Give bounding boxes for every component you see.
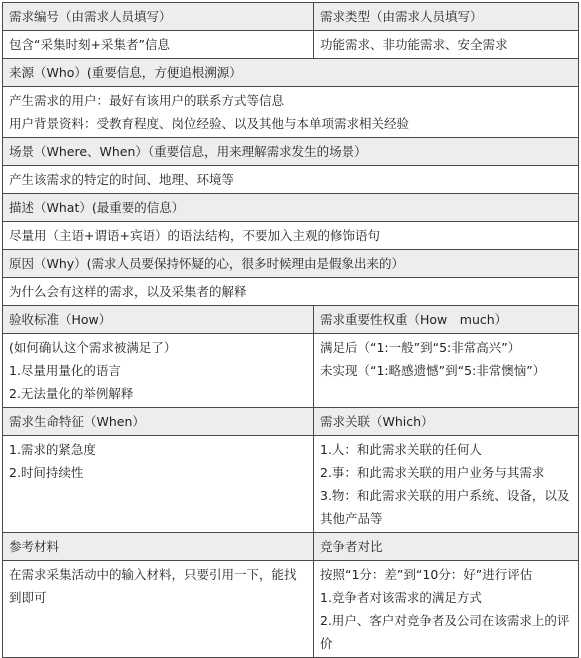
table-row	[3, 87, 579, 138]
competitor-line: 1.竞争者对该需求的满足方式	[320, 590, 482, 605]
importance-cell	[314, 334, 579, 408]
description-header: 描述（What）(最重要的信息）	[3, 194, 579, 222]
source-cell	[3, 87, 579, 138]
reference-cell: 在需求采集活动中的输入材料，只要引用一下，能找到即可	[3, 561, 314, 658]
table-row	[3, 561, 579, 658]
reason-header: 原因（Why）(需求人员要保持怀疑的心，很多时候理由是假象出来的）	[3, 250, 579, 278]
table-row	[3, 334, 579, 408]
lifecycle-line: 1.需求的紧急度	[9, 442, 96, 457]
competitor-scale-line: 按照“1分：差”到“10分：好”进行评估	[320, 567, 533, 582]
relation-cell	[314, 436, 579, 533]
competitor-line: 2.用户、客户对竞争者及公司在该需求上的评价	[320, 613, 570, 651]
table-row	[3, 222, 579, 250]
requirement-template-table	[2, 2, 579, 658]
lifecycle-header: 需求生命特征（When）	[3, 408, 314, 436]
table-row	[3, 250, 579, 278]
lifecycle-line: 2.时间持续性	[9, 465, 84, 480]
acceptance-line: 2.无法量化的举例解释	[9, 386, 134, 401]
acceptance-cell	[3, 334, 314, 408]
table-row	[3, 59, 579, 87]
source-user-line: 产生需求的用户：最好有该用户的联系方式等信息	[9, 93, 285, 108]
competitor-header: 竞争者对比	[314, 533, 579, 561]
requirement-type-cell: 功能需求、非功能需求、安全需求	[314, 31, 579, 59]
acceptance-line: (如何确认这个需求被满足了）	[9, 340, 177, 355]
requirement-type-header: 需求类型（由需求人员填写）	[314, 3, 579, 31]
table-row	[3, 31, 579, 59]
relation-line: 2.事：和此需求关联的用户业务与其需求	[320, 465, 545, 480]
table-row	[3, 436, 579, 533]
reason-cell: 为什么会有这样的需求，以及采集者的解释	[3, 278, 579, 306]
acceptance-header: 验收标准（How）	[3, 306, 314, 334]
relation-header: 需求关联（Which）	[314, 408, 579, 436]
table-row	[3, 278, 579, 306]
relation-line: 3.物：和此需求关联的用户系统、设备，以及其他产品等	[320, 488, 570, 526]
requirement-id-cell: 包含“采集时刻+采集者”信息	[3, 31, 314, 59]
acceptance-line: 1.尽量用量化的语言	[9, 363, 121, 378]
scene-cell: 产生该需求的特定的时间、地理、环境等	[3, 166, 579, 194]
reference-header: 参考材料	[3, 533, 314, 561]
table-row	[3, 408, 579, 436]
importance-satisfied-line: 满足后（“1:一般”到“5:非常高兴”）	[320, 340, 521, 355]
table-row	[3, 3, 579, 31]
table-row	[3, 306, 579, 334]
competitor-cell	[314, 561, 579, 658]
table-row	[3, 533, 579, 561]
source-header: 来源（Who）(重要信息，方便追根溯源）	[3, 59, 579, 87]
relation-line: 1.人：和此需求关联的任何人	[320, 442, 482, 457]
lifecycle-cell	[3, 436, 314, 533]
table-row	[3, 166, 579, 194]
importance-unsatisfied-line: 未实现（“1:略感遗憾”到“5:非常懊恼”）	[320, 363, 546, 378]
source-background-line: 用户背景资料：受教育程度、岗位经验、以及其他与本单项需求相关经验	[9, 116, 410, 131]
table-row	[3, 194, 579, 222]
table-row	[3, 138, 579, 166]
scene-header: 场景（Where、When）（重要信息，用来理解需求发生的场景）	[3, 138, 579, 166]
requirement-id-header: 需求编号（由需求人员填写）	[3, 3, 314, 31]
importance-header: 需求重要性权重（How much）	[314, 306, 579, 334]
description-cell: 尽量用（主语+谓语+宾语）的语法结构，不要加入主观的修饰语句	[3, 222, 579, 250]
